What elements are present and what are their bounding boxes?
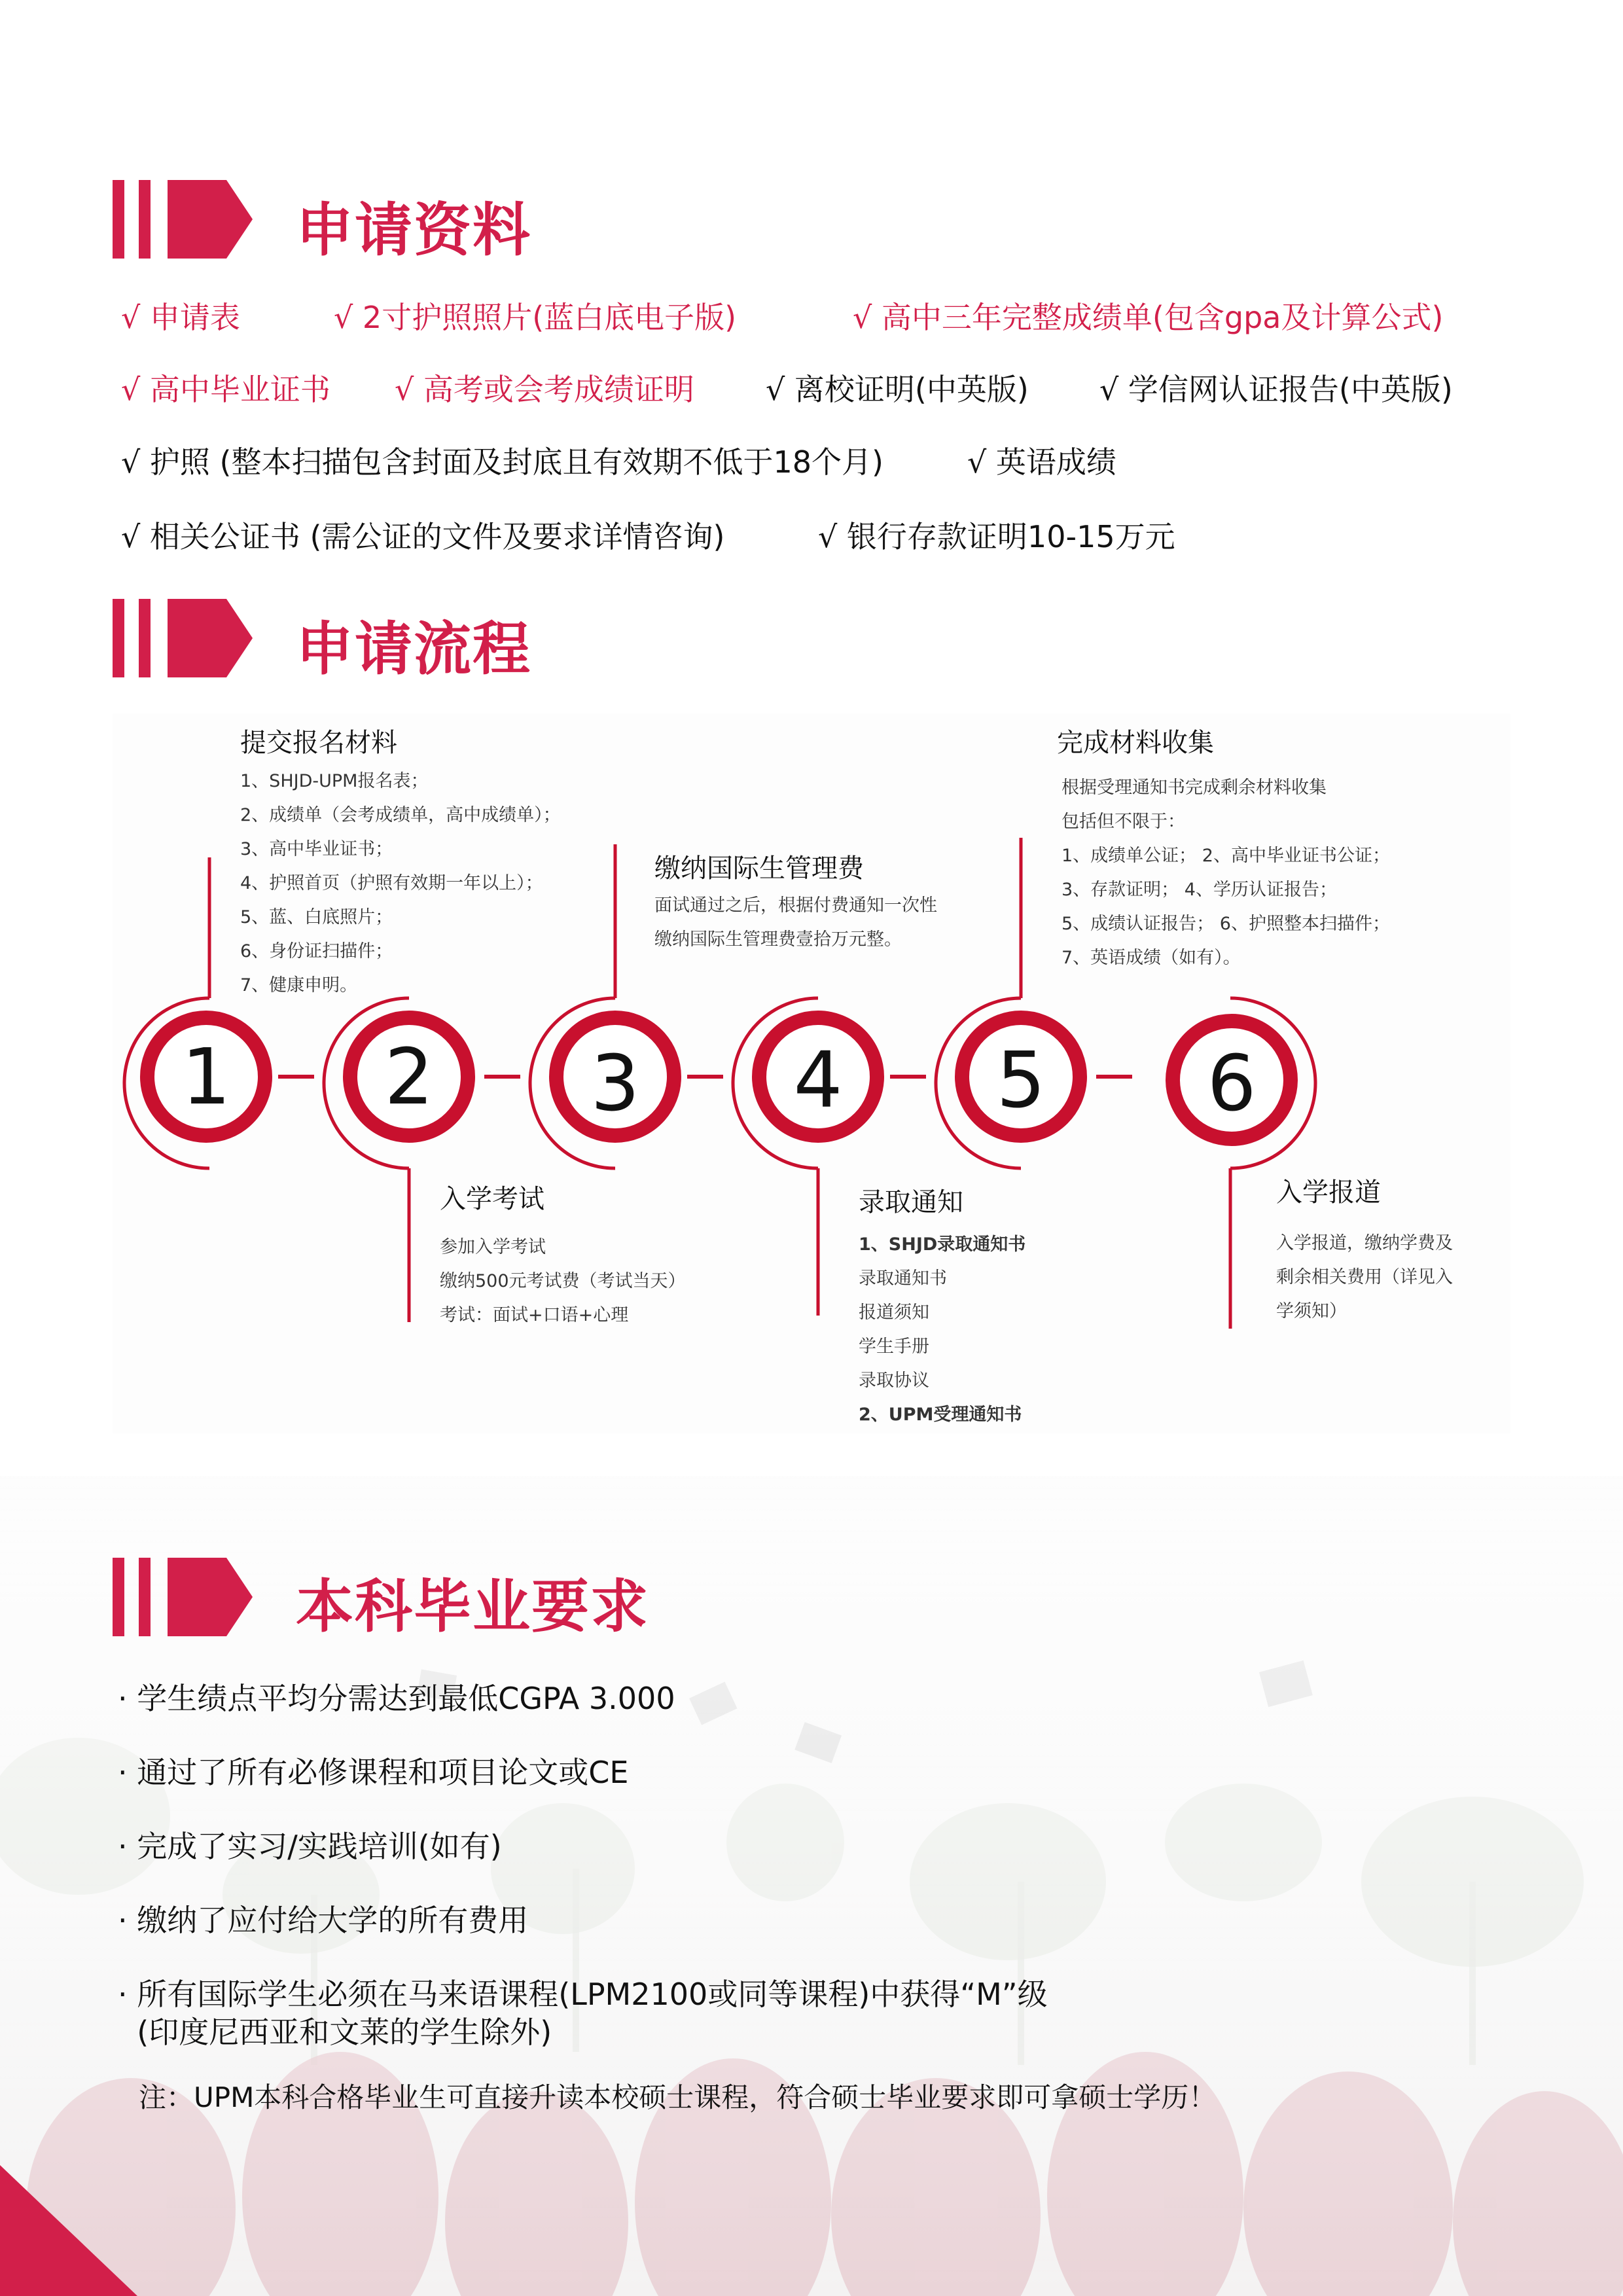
step-title-5: 完成材料收集 [1057,728,1214,758]
step-5-line: 5、成绩认证报告； 6、护照整本扫描件； [1061,914,1390,934]
step-number-4: 4 [793,1035,843,1125]
step-6-line: 学须知） [1276,1301,1347,1321]
step-title-4: 录取通知 [859,1187,963,1217]
step-3-line: 面试通过之后，根据付费通知一次性 [654,895,937,916]
material-item: √ 申请表 [121,300,240,335]
material-item: √ 高中毕业证书 [121,372,330,407]
step-4-line: 录取通知书 [859,1268,947,1289]
section-mark-graduation [113,1558,250,1636]
step-4-line: 1、SHJD录取通知书 [859,1234,1026,1255]
step-1-line: 6、身份证扫描件； [240,941,393,961]
section-title-materials: 申请资料 [296,196,532,264]
step-6-line: 剩余相关费用（详见入 [1276,1267,1453,1287]
material-item: √ 银行存款证明10-15万元 [818,519,1175,554]
step-number-2: 2 [384,1031,434,1122]
step-4-line: 报道须知 [859,1302,929,1323]
step-5-line: 7、英语成绩（如有）。 [1061,948,1241,968]
step-2-line: 考试：面试+口语+心理 [440,1305,629,1325]
graduation-requirement: · 缴纳了应付给大学的所有费用 [118,1903,529,1938]
step-1-line: 7、健康申明。 [240,975,358,996]
step-title-3: 缴纳国际生管理费 [654,853,864,884]
section-title-process: 申请流程 [296,615,532,683]
step-number-1: 1 [181,1031,231,1122]
material-item: √ 学信网认证报告(中英版) [1099,372,1453,407]
step-5-line: 包括但不限于： [1061,812,1185,832]
step-3-line: 缴纳国际生管理费壹拾万元整。 [654,929,902,950]
step-number-3: 3 [590,1038,640,1128]
material-item: √ 高考或会考成绩证明 [395,372,694,407]
step-4-line: 2、UPM受理通知书 [859,1405,1022,1425]
step-5-line: 1、成绩单公证； 2、高中毕业证书公证； [1061,846,1390,866]
flag-arrow-icon [168,1558,253,1636]
step-2-line: 参加入学考试 [440,1237,546,1257]
graduation-requirement: · 学生绩点平均分需达到最低CGPA 3.000 [118,1681,675,1716]
step-1-line: 5、蓝、白底照片； [240,907,393,927]
step-1-line: 1、SHJD-UPM报名表； [240,771,429,791]
step-1-line: 4、护照首页（护照有效期一年以上）； [240,873,543,893]
material-item: √ 英语成绩 [967,444,1116,480]
step-title-1: 提交报名材料 [240,728,397,758]
material-item: √ 相关公证书 (需公证的文件及要求详情咨询) [121,519,725,554]
step-title-6: 入学报道 [1276,1177,1381,1208]
step-5-line: 3、存款证明； 4、学历认证报告； [1061,880,1337,900]
material-item: √ 2寸护照照片(蓝白底电子版) [334,300,737,335]
graduation-requirement: · 通过了所有必修课程和项目论文或CE [118,1755,629,1790]
step-4-line: 录取协议 [859,1371,929,1391]
material-item: √ 离校证明(中英版) [766,372,1029,407]
step-2-line: 缴纳500元考试费（考试当天） [440,1271,686,1291]
material-item: √ 护照 (整本扫描包含封面及封底且有效期不低于18个月) [121,444,883,480]
step-4-line: 学生手册 [859,1336,929,1357]
step-1-line: 3、高中毕业证书； [240,839,393,859]
step-title-2: 入学考试 [440,1184,544,1214]
material-item: √ 高中三年完整成绩单(包含gpa及计算公式) [853,300,1444,335]
graduation-note: 注：UPM本科合格毕业生可直接升读本校硕士课程，符合硕士毕业要求即可拿硕士学历！ [139,2081,1217,2113]
graduation-requirement: · 所有国际学生必须在马来语课程(LPM2100或同等课程)中获得“M”级 [118,1977,1048,2012]
section-title-graduation: 本科毕业要求 [296,1573,650,1640]
step-1-line: 2、成绩单（会考成绩单，高中成绩单）； [240,805,561,825]
step-number-5: 5 [996,1035,1046,1125]
step-number-6: 6 [1207,1038,1257,1128]
graduation-requirement: · 完成了实习/实践培训(如有) [118,1829,502,1864]
graduation-requirement: (印度尼西亚和文莱的学生除外) [118,2015,552,2050]
step-6-line: 入学报道，缴纳学费及 [1276,1233,1453,1253]
step-5-line: 根据受理通知书完成剩余材料收集 [1061,778,1327,798]
